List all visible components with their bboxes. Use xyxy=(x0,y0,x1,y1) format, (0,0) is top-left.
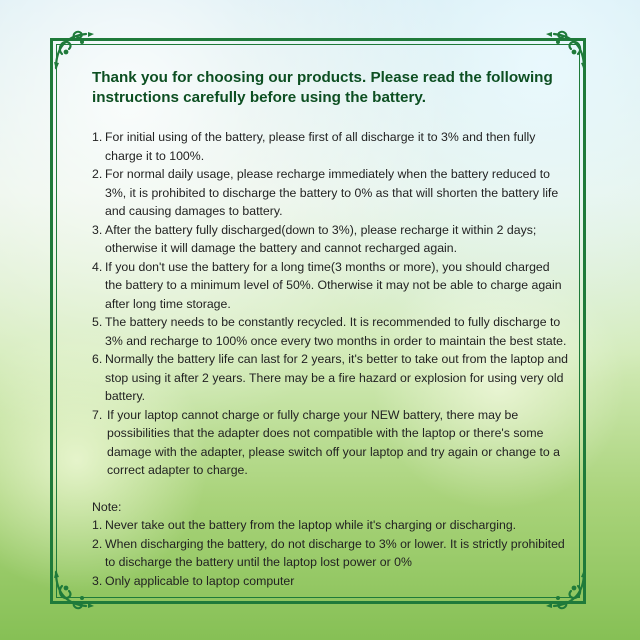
item-number: 1. xyxy=(92,130,103,144)
item-number: 3. xyxy=(92,222,103,237)
note-list xyxy=(92,516,570,590)
item-number: 3. xyxy=(92,573,103,588)
list-item xyxy=(92,572,570,591)
item-text: When discharging the battery, do not discharge to 3% or lower. It is strictly prohibited to discharge the battery until the laptop lost power or 0% xyxy=(105,536,565,569)
flourish-corner-icon xyxy=(52,28,96,72)
page-heading: Thank you for choosing our products. Please read the following instructions carefully before using the battery. xyxy=(92,69,553,106)
list-item xyxy=(92,516,570,535)
item-text: After the battery fully discharged(down to 3%), please recharge it within 2 days; otherwise it will damage the battery and cannot recharged again. xyxy=(105,222,537,255)
item-text: For normal daily usage, please recharge immediately when the battery reduced to 3%, it is prohibited to discharge the battery to 0% as that will shorten the battery life and causing damages to battery. xyxy=(105,167,559,218)
list-item xyxy=(92,258,570,314)
instruction-list xyxy=(92,128,570,480)
list-item xyxy=(92,165,570,221)
flourish-corner-icon xyxy=(52,568,96,612)
item-number: 2. xyxy=(92,536,103,551)
item-text: For initial using of the battery, please first of all discharge it to 3% and then fully charge it to 100%. xyxy=(105,130,536,163)
item-number: 1. xyxy=(92,518,103,532)
flourish-corner-icon xyxy=(544,28,588,72)
list-item xyxy=(92,350,570,406)
item-number: 5. xyxy=(92,315,103,329)
item-text: Normally the battery life can last for 2 years, it's better to take out from the laptop and stop using it after 2 years. There may be a fire hazard or explosion for using very old battery. xyxy=(105,352,569,403)
list-item xyxy=(92,406,570,480)
instruction-card xyxy=(92,68,570,590)
list-item xyxy=(92,535,570,572)
note-label: Note: xyxy=(92,499,122,514)
item-number: 4. xyxy=(92,259,103,274)
item-number: 7. xyxy=(92,407,103,422)
item-text: If you don't use the battery for a long time(3 months or more), you should charged the battery to a minimum level of 50%. Otherwise it may not be able to charge again after long time storage. xyxy=(105,259,562,311)
item-number: 6. xyxy=(92,352,103,366)
list-item xyxy=(92,128,570,165)
item-text: The battery needs to be constantly recycled. It is recommended to fully discharge to 3% and recharge to 100% once every two months in order to maintain the best state. xyxy=(105,315,567,348)
list-item xyxy=(92,313,570,350)
item-number: 2. xyxy=(92,167,103,181)
item-text: If your laptop cannot charge or fully charge your NEW battery, there may be possibilities that the adapter does not compatible with the laptop or there's some damage with the adapter, please switch off your laptop and try again or change to a correct adapter to charge. xyxy=(107,407,561,477)
list-item xyxy=(92,221,570,258)
item-text: Only applicable to laptop computer xyxy=(105,573,295,588)
item-text: Never take out the battery from the laptop while it's charging or discharging. xyxy=(105,518,517,532)
